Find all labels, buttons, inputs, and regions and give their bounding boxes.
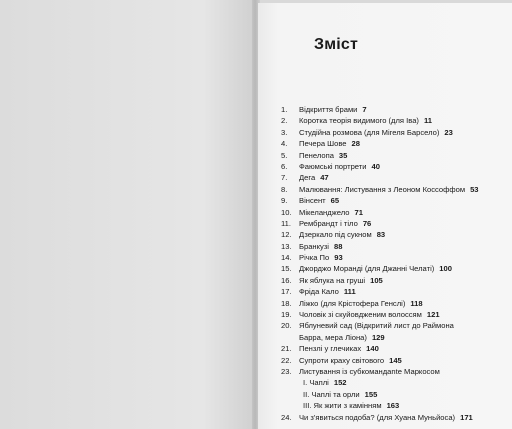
toc-entry-page: 65 (330, 196, 340, 206)
toc-entry-title: Барра, мера Ліона) (299, 332, 367, 342)
toc-entry-title: Бранкузі (299, 241, 329, 251)
toc-entry-page: 155 (364, 389, 378, 399)
toc-subentry (281, 389, 507, 400)
toc-entry-number: 4. (281, 139, 288, 149)
toc-entry-title: Дзеркало під сукном (299, 230, 372, 240)
toc-entry-title: Студійна розмова (для Мігеля Барсело) (299, 127, 440, 137)
toc-entry-number: 22. (281, 355, 292, 365)
toc-entry-title: Фаюмські портрети (299, 161, 367, 171)
toc-entry-page: 88 (334, 241, 343, 251)
toc-entry (281, 309, 507, 320)
toc-entry-title: Печера Шове (299, 139, 347, 149)
toc-entry (281, 355, 507, 366)
toc-entry-page: 121 (426, 310, 440, 320)
toc-entry-page: 35 (338, 150, 348, 160)
toc-entry-page: 76 (362, 218, 372, 228)
toc-entry (281, 195, 507, 206)
toc-entry-number: 19. (281, 310, 292, 320)
toc-entry-title: Пенелопа (299, 150, 334, 160)
toc-entry (281, 275, 507, 286)
toc-subentry (281, 377, 507, 388)
toc-entry-number: 7. (281, 173, 288, 183)
toc-subentry (281, 400, 507, 411)
toc-entry-number: 12. (281, 230, 292, 240)
toc-entry-page: 53 (470, 184, 479, 194)
toc-subentry-title: III. Як жити з камінням (303, 401, 382, 411)
toc-entry-title: Дега (299, 173, 316, 183)
toc-entry (281, 138, 507, 149)
toc-entry-number: 20. (281, 321, 292, 331)
toc-entry-number: 2. (281, 116, 288, 126)
toc-entry (281, 343, 507, 354)
toc-entry-title: Відкриття брами (299, 105, 358, 114)
toc-entry-title: Листування із субкомандante Маркосом (299, 366, 440, 376)
toc-entry-number: 6. (281, 161, 288, 171)
toc-entry (281, 286, 507, 297)
toc-entry-number: 1. (281, 105, 288, 114)
toc-entry-title: Річка По (299, 253, 330, 263)
toc-entry-page: 171 (460, 412, 473, 422)
toc-entry (281, 127, 507, 138)
toc-entry-page: 105 (370, 275, 383, 285)
toc-entry-number: 24. (281, 412, 292, 422)
toc-entry-number: 15. (281, 264, 292, 274)
table-of-contents (281, 104, 507, 423)
toc-subentry-title: I. Чаплі (303, 378, 329, 388)
toc-entry-title: Фріда Кало (299, 287, 339, 297)
toc-entry-page: 129 (371, 332, 385, 342)
toc-entry (281, 229, 507, 240)
left-page (0, 0, 254, 429)
toc-entry-title: Малювання: Листування з Леоном Коссоффом (299, 184, 466, 194)
toc-entry-title: Яблуневий сад (Відкритий лист до Раймона (299, 321, 454, 331)
toc-entry-page: 111 (343, 287, 356, 297)
toc-entry-page: 100 (439, 264, 452, 274)
toc-entry-title: Ліжко (для Крістофера Генслі) (299, 298, 406, 308)
toc-entry-number: 5. (281, 150, 288, 160)
toc-entry (281, 252, 507, 263)
toc-entry-number: 11. (281, 218, 291, 228)
toc-entry-number: 14. (281, 253, 292, 263)
toc-entry (281, 241, 507, 252)
toc-entry-number: 18. (281, 298, 292, 308)
toc-entry-title: Чоловік зі скуйовдженим волоссям (299, 310, 422, 320)
toc-entry (281, 104, 507, 115)
toc-entry (281, 161, 507, 172)
toc-entry-page: 93 (334, 253, 343, 263)
toc-entry (281, 366, 507, 377)
toc-entry-page: 40 (371, 161, 380, 171)
toc-entry-page: 71 (354, 207, 363, 217)
toc-entry-page: 7 (362, 105, 367, 114)
toc-entry (281, 263, 507, 274)
toc-entry-continuation (281, 332, 507, 343)
toc-entry-number: 21. (281, 344, 292, 354)
toc-entry-number: 10. (281, 207, 292, 217)
toc-entry-title: Джорджо Моранді (для Джанні Челаті) (299, 264, 435, 274)
toc-entry (281, 412, 507, 423)
toc-entry-title: Чи з'явиться подоба? (для Хуана Муньйоса) (299, 412, 456, 422)
toc-entry-page: 145 (389, 355, 402, 365)
toc-entry-number: 9. (281, 196, 288, 206)
toc-entry-page: 152 (333, 378, 347, 388)
toc-entry-page: 140 (366, 344, 379, 354)
toc-entry-number: 8. (281, 184, 288, 194)
toc-entry-page: 163 (386, 401, 400, 411)
toc-entry-page: 11 (423, 116, 432, 126)
page-title: Зміст (314, 36, 359, 53)
toc-entry-title: Як яблука на груші (299, 275, 366, 285)
toc-entry-title: Мікеланджело (299, 207, 350, 217)
toc-entry-number: 17. (281, 287, 292, 297)
toc-entry-title: Пензлі у глечиках (299, 344, 362, 354)
toc-entry-page: 83 (376, 230, 386, 240)
toc-entry-title: Рембрандт і тіло (299, 218, 358, 228)
toc-entry-number: 13. (281, 241, 292, 251)
toc-entry-number: 23. (281, 366, 292, 376)
toc-entry (281, 298, 507, 309)
toc-entry-page: 28 (351, 139, 360, 149)
toc-entry-page: 118 (410, 298, 423, 308)
toc-entry (281, 207, 507, 218)
toc-entry-title: Супроти краху світового (299, 355, 385, 365)
toc-entry-page: 47 (320, 173, 329, 183)
toc-entry-page: 23 (444, 127, 453, 137)
toc-subentry-title: II. Чаплі та орли (303, 389, 360, 399)
toc-entry (281, 320, 507, 331)
toc-entry (281, 172, 507, 183)
toc-entry (281, 150, 507, 161)
toc-entry (281, 184, 507, 195)
toc-entry (281, 218, 507, 229)
toc-entry (281, 115, 507, 126)
toc-entry-title: Коротка теорія видимого (для Іва) (299, 116, 419, 126)
toc-entry-title: Вінсент (299, 196, 326, 206)
toc-entry-number: 16. (281, 275, 292, 285)
toc-entry-number: 3. (281, 127, 288, 137)
